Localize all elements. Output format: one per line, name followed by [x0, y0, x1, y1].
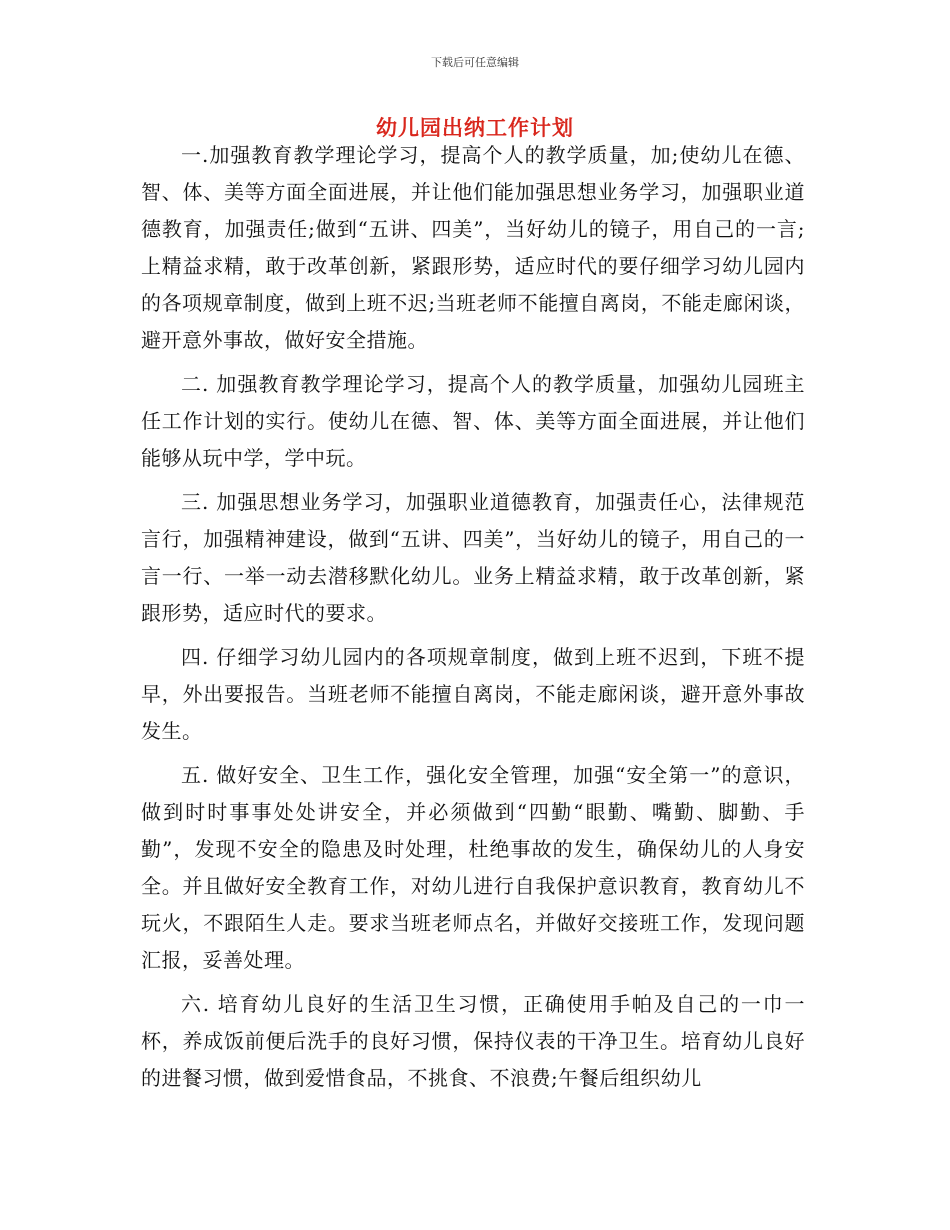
paragraph-1: 一.加强教育教学理论学习，提高个人的教学质量，加;使幼儿在德、智、体、美等方面全面进展，并让他们能加强思想业务学习，加强职业道德教育，加强责任;做到“五讲、四美”，当好幼儿的镜子，用自己的一言;上精益求精，敢于改革创新，紧跟形势，适应时代的要仔细学习幼儿园内的各项规章制度，做到上班不迟;当班老师不能擅自离岗，不能走廊闲谈，避开意外事故，做好安全措施。: [141, 143, 805, 352]
document-title: 幼儿园出纳工作计划: [376, 116, 574, 140]
paragraph-3: 三. 加强思想业务学习，加强职业道德教育，加强责任心，法律规范言行，加强精神建设，做到“五讲、四美”，当好幼儿的镜子，用自己的一言一行、一举一动去潜移默化幼儿。业务上精益求精，敢于改革创新，紧跟形势，适应时代的要求。: [141, 490, 805, 625]
paragraph-6: 六. 培育幼儿良好的生活卫生习惯，正确使用手帕及自己的一巾一杯，养成饭前便后洗手的良好习惯，保持仪表的干净卫生。培育幼儿良好的进餐习惯，做到爱惜食品，不挑食、不浪费;午餐后组织幼儿: [141, 992, 805, 1090]
paragraph-2: 二. 加强教育教学理论学习，提高个人的教学质量，加强幼儿园班主任工作计划的实行。使幼儿在德、智、体、美等方面全面进展，并让他们能够从玩中学，学中玩。: [141, 372, 805, 470]
paragraph-4: 四. 仔细学习幼儿园内的各项规章制度，做到上班不迟到，下班不提早，外出要报告。当班老师不能擅自离岗，不能走廊闲谈，避开意外事故发生。: [141, 645, 805, 743]
document-body: [141, 137, 805, 1104]
header-note: 下载后可任意编辑: [431, 56, 519, 69]
paragraph-5: 五. 做好安全、卫生工作，强化安全管理，加强“安全第一”的意识，做到时时事事处处讲安全，并必须做到“四勤“眼勤、嘴勤、脚勤、手勤”，发现不安全的隐患及时处理，杜绝事故的发生，确保幼儿的人身安全。并且做好安全教育工作，对幼儿进行自我保护意识教育，教育幼儿不玩火，不跟陌生人走。要求当班老师点名，并做好交接班工作，发现问题汇报，妥善处理。: [141, 763, 805, 972]
